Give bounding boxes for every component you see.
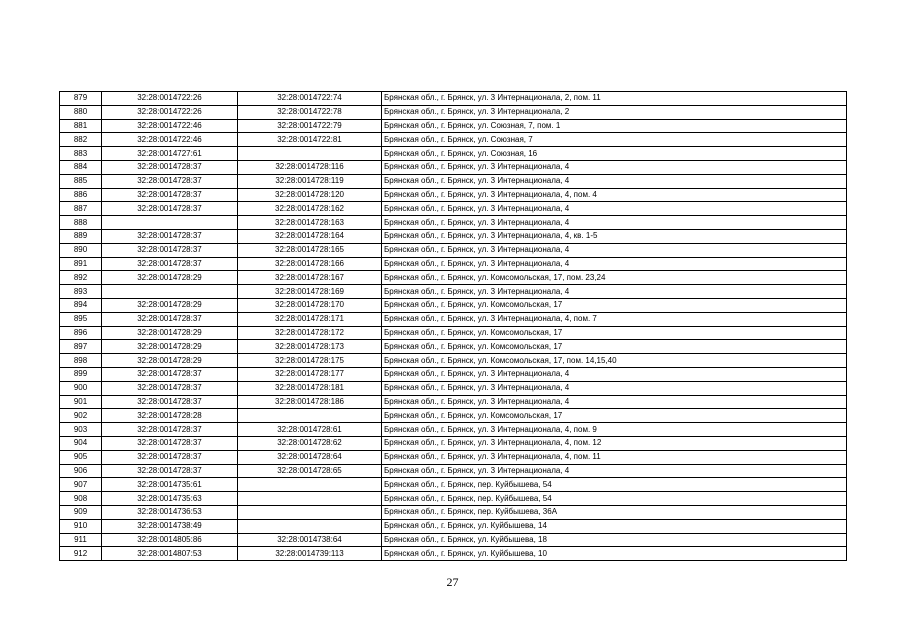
address-cell: Брянская обл., г. Брянск, ул. 3 Интернационала, 4 xyxy=(382,381,847,395)
address-cell: Брянская обл., г. Брянск, ул. 3 Интернационала, 4 xyxy=(382,285,847,299)
address-cell: Брянская обл., г. Брянск, ул. Куйбышева, 18 xyxy=(382,533,847,547)
address-cell: Брянская обл., г. Брянск, ул. 3 Интернационала, 4 xyxy=(382,464,847,478)
land-cadastral-number-cell: 32:28:0014728:37 xyxy=(102,174,238,188)
row-number-cell: 908 xyxy=(60,492,102,506)
building-cadastral-number-cell: 32:28:0014728:170 xyxy=(238,298,382,312)
registry-table xyxy=(59,91,847,561)
row-number-cell: 894 xyxy=(60,298,102,312)
table-row xyxy=(60,464,847,478)
building-cadastral-number-cell: 32:28:0014722:81 xyxy=(238,133,382,147)
address-cell: Брянская обл., г. Брянск, ул. Комсомольская, 17 xyxy=(382,409,847,423)
row-number-cell: 899 xyxy=(60,367,102,381)
table-row xyxy=(60,188,847,202)
table-row xyxy=(60,423,847,437)
land-cadastral-number-cell: 32:28:0014728:37 xyxy=(102,395,238,409)
land-cadastral-number-cell: 32:28:0014728:29 xyxy=(102,354,238,368)
land-cadastral-number-cell: 32:28:0014728:29 xyxy=(102,298,238,312)
table-row xyxy=(60,271,847,285)
row-number-cell: 887 xyxy=(60,202,102,216)
row-number-cell: 896 xyxy=(60,326,102,340)
land-cadastral-number-cell: 32:28:0014728:28 xyxy=(102,409,238,423)
address-cell: Брянская обл., г. Брянск, ул. 3 Интернационала, 2, пом. 11 xyxy=(382,92,847,106)
address-cell: Брянская обл., г. Брянск, ул. 3 Интернационала, 4 xyxy=(382,202,847,216)
land-cadastral-number-cell: 32:28:0014728:37 xyxy=(102,257,238,271)
address-cell: Брянская обл., г. Брянск, ул. 3 Интернационала, 4 xyxy=(382,160,847,174)
land-cadastral-number-cell: 32:28:0014728:37 xyxy=(102,367,238,381)
building-cadastral-number-cell: 32:28:0014728:61 xyxy=(238,423,382,437)
table-row xyxy=(60,478,847,492)
row-number-cell: 883 xyxy=(60,147,102,161)
table-row xyxy=(60,492,847,506)
row-number-cell: 904 xyxy=(60,436,102,450)
building-cadastral-number-cell xyxy=(238,505,382,519)
address-cell: Брянская обл., г. Брянск, ул. Комсомольская, 17 xyxy=(382,340,847,354)
building-cadastral-number-cell: 32:28:0014722:79 xyxy=(238,119,382,133)
land-cadastral-number-cell xyxy=(102,285,238,299)
address-cell: Брянская обл., г. Брянск, ул. 3 Интернационала, 4, пом. 11 xyxy=(382,450,847,464)
address-cell: Брянская обл., г. Брянск, ул. Комсомольская, 17 xyxy=(382,326,847,340)
row-number-cell: 910 xyxy=(60,519,102,533)
building-cadastral-number-cell: 32:28:0014728:165 xyxy=(238,243,382,257)
table-row xyxy=(60,285,847,299)
building-cadastral-number-cell: 32:28:0014728:173 xyxy=(238,340,382,354)
row-number-cell: 912 xyxy=(60,547,102,561)
table-row xyxy=(60,533,847,547)
building-cadastral-number-cell: 32:28:0014728:64 xyxy=(238,450,382,464)
land-cadastral-number-cell: 32:28:0014728:29 xyxy=(102,271,238,285)
land-cadastral-number-cell: 32:28:0014738:49 xyxy=(102,519,238,533)
row-number-cell: 881 xyxy=(60,119,102,133)
address-cell: Брянская обл., г. Брянск, ул. 3 Интернационала, 4, пом. 9 xyxy=(382,423,847,437)
address-cell: Брянская обл., г. Брянск, ул. Куйбышева, 14 xyxy=(382,519,847,533)
address-cell: Брянская обл., г. Брянск, ул. Союзная, 7, пом. 1 xyxy=(382,119,847,133)
table-row xyxy=(60,450,847,464)
table-row xyxy=(60,105,847,119)
row-number-cell: 888 xyxy=(60,216,102,230)
building-cadastral-number-cell: 32:28:0014728:65 xyxy=(238,464,382,478)
land-cadastral-number-cell: 32:28:0014728:37 xyxy=(102,381,238,395)
table-row xyxy=(60,312,847,326)
building-cadastral-number-cell: 32:28:0014728:166 xyxy=(238,257,382,271)
address-cell: Брянская обл., г. Брянск, ул. Комсомольская, 17 xyxy=(382,298,847,312)
table-row xyxy=(60,505,847,519)
building-cadastral-number-cell: 32:28:0014728:164 xyxy=(238,229,382,243)
address-cell: Брянская обл., г. Брянск, ул. 3 Интернационала, 4, кв. 1-5 xyxy=(382,229,847,243)
land-cadastral-number-cell: 32:28:0014728:37 xyxy=(102,436,238,450)
address-cell: Брянская обл., г. Брянск, ул. Комсомольская, 17, пом. 14,15,40 xyxy=(382,354,847,368)
table-row xyxy=(60,436,847,450)
building-cadastral-number-cell xyxy=(238,147,382,161)
row-number-cell: 884 xyxy=(60,160,102,174)
building-cadastral-number-cell: 32:28:0014728:171 xyxy=(238,312,382,326)
building-cadastral-number-cell: 32:28:0014728:62 xyxy=(238,436,382,450)
address-cell: Брянская обл., г. Брянск, ул. 3 Интернационала, 4 xyxy=(382,395,847,409)
row-number-cell: 879 xyxy=(60,92,102,106)
building-cadastral-number-cell: 32:28:0014722:78 xyxy=(238,105,382,119)
building-cadastral-number-cell: 32:28:0014728:186 xyxy=(238,395,382,409)
table-row xyxy=(60,174,847,188)
row-number-cell: 889 xyxy=(60,229,102,243)
address-cell: Брянская обл., г. Брянск, ул. 3 Интернационала, 4, пом. 4 xyxy=(382,188,847,202)
land-cadastral-number-cell xyxy=(102,216,238,230)
row-number-cell: 909 xyxy=(60,505,102,519)
row-number-cell: 906 xyxy=(60,464,102,478)
address-cell: Брянская обл., г. Брянск, пер. Куйбышева, 54 xyxy=(382,478,847,492)
land-cadastral-number-cell: 32:28:0014728:37 xyxy=(102,202,238,216)
table-body xyxy=(60,92,847,561)
building-cadastral-number-cell: 32:28:0014728:175 xyxy=(238,354,382,368)
address-cell: Брянская обл., г. Брянск, ул. 3 Интернационала, 4 xyxy=(382,174,847,188)
row-number-cell: 891 xyxy=(60,257,102,271)
address-cell: Брянская обл., г. Брянск, пер. Куйбышева, 54 xyxy=(382,492,847,506)
row-number-cell: 902 xyxy=(60,409,102,423)
land-cadastral-number-cell: 32:28:0014722:46 xyxy=(102,119,238,133)
building-cadastral-number-cell: 32:28:0014728:181 xyxy=(238,381,382,395)
building-cadastral-number-cell: 32:28:0014728:120 xyxy=(238,188,382,202)
land-cadastral-number-cell: 32:28:0014805:86 xyxy=(102,533,238,547)
building-cadastral-number-cell: 32:28:0014728:163 xyxy=(238,216,382,230)
address-cell: Брянская обл., г. Брянск, пер. Куйбышева, 36А xyxy=(382,505,847,519)
building-cadastral-number-cell: 32:28:0014728:169 xyxy=(238,285,382,299)
row-number-cell: 882 xyxy=(60,133,102,147)
table-row xyxy=(60,92,847,106)
address-cell: Брянская обл., г. Брянск, ул. Союзная, 7 xyxy=(382,133,847,147)
land-cadastral-number-cell: 32:28:0014736:53 xyxy=(102,505,238,519)
row-number-cell: 885 xyxy=(60,174,102,188)
row-number-cell: 880 xyxy=(60,105,102,119)
building-cadastral-number-cell xyxy=(238,478,382,492)
land-cadastral-number-cell: 32:28:0014728:37 xyxy=(102,464,238,478)
building-cadastral-number-cell: 32:28:0014728:177 xyxy=(238,367,382,381)
row-number-cell: 907 xyxy=(60,478,102,492)
row-number-cell: 911 xyxy=(60,533,102,547)
row-number-cell: 897 xyxy=(60,340,102,354)
row-number-cell: 895 xyxy=(60,312,102,326)
land-cadastral-number-cell: 32:28:0014728:29 xyxy=(102,340,238,354)
row-number-cell: 898 xyxy=(60,354,102,368)
address-cell: Брянская обл., г. Брянск, ул. 3 Интернационала, 4 xyxy=(382,243,847,257)
building-cadastral-number-cell: 32:28:0014728:119 xyxy=(238,174,382,188)
building-cadastral-number-cell: 32:28:0014728:167 xyxy=(238,271,382,285)
land-cadastral-number-cell: 32:28:0014807:53 xyxy=(102,547,238,561)
land-cadastral-number-cell: 32:28:0014728:37 xyxy=(102,423,238,437)
row-number-cell: 893 xyxy=(60,285,102,299)
land-cadastral-number-cell: 32:28:0014722:46 xyxy=(102,133,238,147)
address-cell: Брянская обл., г. Брянск, ул. 3 Интернационала, 4 xyxy=(382,257,847,271)
table-row xyxy=(60,519,847,533)
building-cadastral-number-cell: 32:28:0014739:113 xyxy=(238,547,382,561)
row-number-cell: 892 xyxy=(60,271,102,285)
building-cadastral-number-cell: 32:28:0014738:64 xyxy=(238,533,382,547)
table-row xyxy=(60,229,847,243)
address-cell: Брянская обл., г. Брянск, ул. 3 Интернационала, 2 xyxy=(382,105,847,119)
building-cadastral-number-cell: 32:28:0014728:116 xyxy=(238,160,382,174)
address-cell: Брянская обл., г. Брянск, ул. 3 Интернационала, 4, пом. 7 xyxy=(382,312,847,326)
address-cell: Брянская обл., г. Брянск, ул. 3 Интернационала, 4, пом. 12 xyxy=(382,436,847,450)
land-cadastral-number-cell: 32:28:0014728:37 xyxy=(102,229,238,243)
building-cadastral-number-cell: 32:28:0014728:172 xyxy=(238,326,382,340)
building-cadastral-number-cell: 32:28:0014722:74 xyxy=(238,92,382,106)
table-row xyxy=(60,147,847,161)
row-number-cell: 905 xyxy=(60,450,102,464)
row-number-cell: 890 xyxy=(60,243,102,257)
address-cell: Брянская обл., г. Брянск, ул. 3 Интернационала, 4 xyxy=(382,367,847,381)
table-row xyxy=(60,395,847,409)
table-row xyxy=(60,160,847,174)
table-row xyxy=(60,257,847,271)
row-number-cell: 886 xyxy=(60,188,102,202)
land-cadastral-number-cell: 32:28:0014728:29 xyxy=(102,326,238,340)
land-cadastral-number-cell: 32:28:0014728:37 xyxy=(102,450,238,464)
table-row xyxy=(60,354,847,368)
building-cadastral-number-cell xyxy=(238,409,382,423)
table-row xyxy=(60,216,847,230)
land-cadastral-number-cell: 32:28:0014735:63 xyxy=(102,492,238,506)
address-cell: Брянская обл., г. Брянск, ул. 3 Интернационала, 4 xyxy=(382,216,847,230)
row-number-cell: 903 xyxy=(60,423,102,437)
table-row xyxy=(60,202,847,216)
land-cadastral-number-cell: 32:28:0014728:37 xyxy=(102,160,238,174)
land-cadastral-number-cell: 32:28:0014722:26 xyxy=(102,92,238,106)
land-cadastral-number-cell: 32:28:0014727:61 xyxy=(102,147,238,161)
table-row xyxy=(60,340,847,354)
row-number-cell: 900 xyxy=(60,381,102,395)
building-cadastral-number-cell xyxy=(238,492,382,506)
table-row xyxy=(60,243,847,257)
building-cadastral-number-cell: 32:28:0014728:162 xyxy=(238,202,382,216)
land-cadastral-number-cell: 32:28:0014728:37 xyxy=(102,312,238,326)
table-row xyxy=(60,298,847,312)
land-cadastral-number-cell: 32:28:0014728:37 xyxy=(102,243,238,257)
row-number-cell: 901 xyxy=(60,395,102,409)
land-cadastral-number-cell: 32:28:0014728:37 xyxy=(102,188,238,202)
land-cadastral-number-cell: 32:28:0014722:26 xyxy=(102,105,238,119)
table-row xyxy=(60,326,847,340)
building-cadastral-number-cell xyxy=(238,519,382,533)
address-cell: Брянская обл., г. Брянск, ул. Союзная, 16 xyxy=(382,147,847,161)
address-cell: Брянская обл., г. Брянск, ул. Куйбышева, 10 xyxy=(382,547,847,561)
land-cadastral-number-cell: 32:28:0014735:61 xyxy=(102,478,238,492)
table-row xyxy=(60,367,847,381)
table-row xyxy=(60,119,847,133)
table-row xyxy=(60,133,847,147)
table-row xyxy=(60,547,847,561)
table-row xyxy=(60,409,847,423)
page-number: 27 xyxy=(446,575,459,589)
table-row xyxy=(60,381,847,395)
address-cell: Брянская обл., г. Брянск, ул. Комсомольская, 17, пом. 23,24 xyxy=(382,271,847,285)
